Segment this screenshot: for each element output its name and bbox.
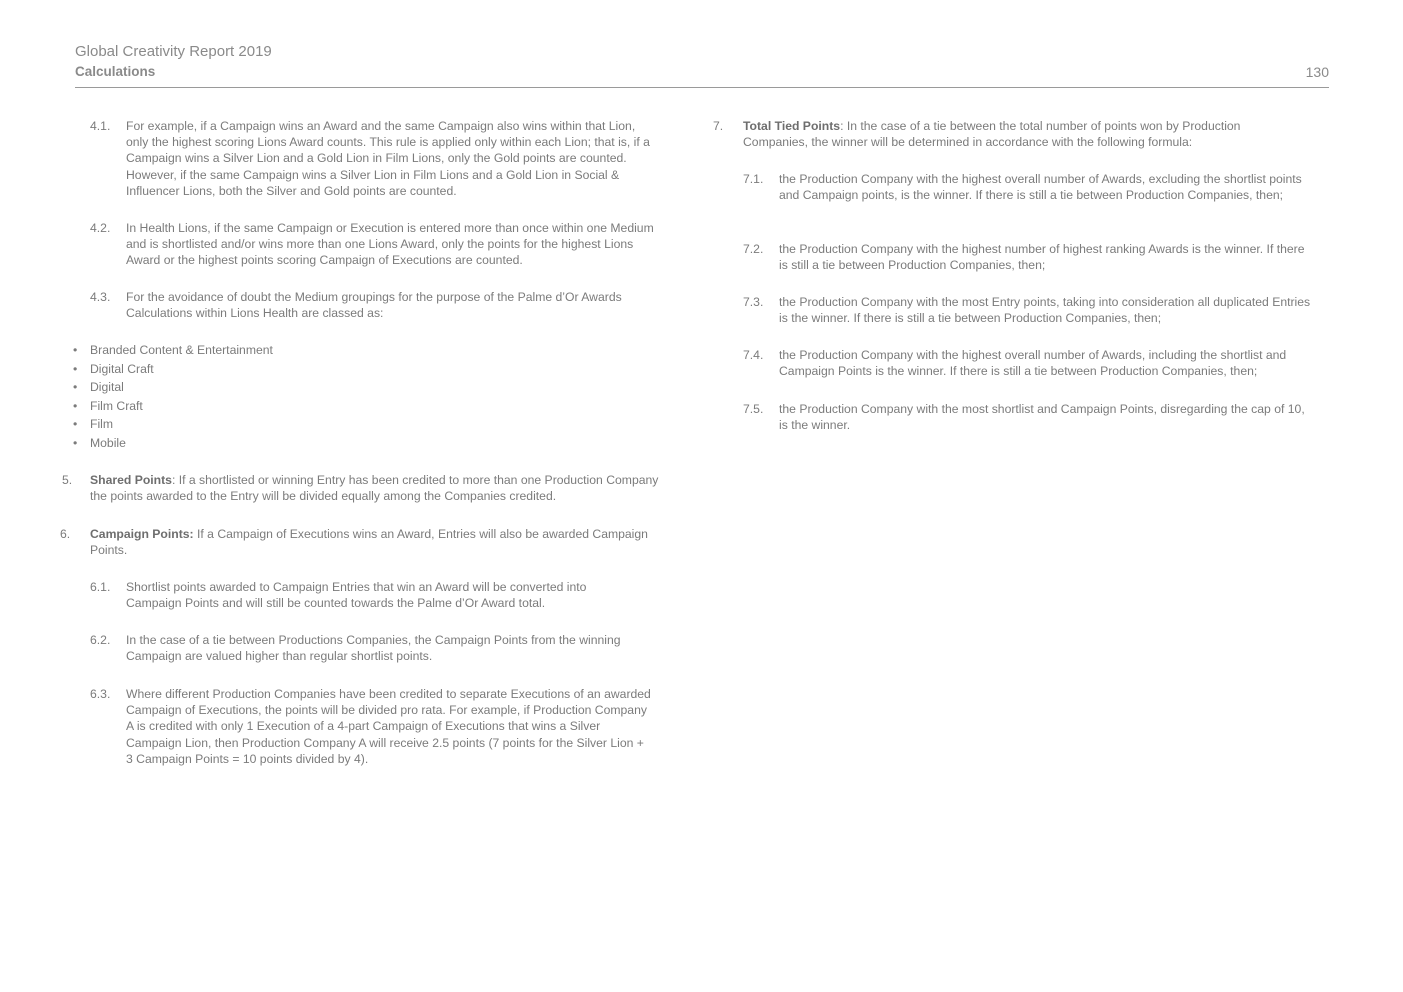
- clause-text: For the avoidance of doubt the Medium groupings for the purpose of the Palme d’Or Awards Calculations within Lions Health are classed as:: [126, 290, 622, 321]
- bullet-icon: •: [73, 417, 78, 431]
- clause-number: 6.2.: [90, 633, 111, 647]
- clause-number: 6.: [60, 527, 71, 541]
- clause-heading: Campaign Points:: [90, 527, 194, 541]
- document-title: Global Creativity Report 2019: [75, 43, 272, 60]
- clause-text: In the case of a tie between Productions Companies, the Campaign Points from the winning Campaign are valued higher than regular shortlist points.: [126, 633, 621, 664]
- clause-text: the Production Company with the highest overall number of Awards, including the shortlist and Campaign Points is the winner. If there is still a tie between Production Companies, then;: [779, 348, 1287, 379]
- bullet-icon: •: [73, 435, 78, 450]
- section-title: Calculations: [75, 64, 156, 79]
- medium-groupings-list: [0, 341, 690, 452]
- list-item: • Film Craft: [0, 397, 690, 416]
- page-header: [75, 42, 1329, 82]
- clause-heading: Shared Points: [90, 473, 172, 487]
- list-item: • Digital: [0, 378, 690, 397]
- clause-number: 7.3.: [743, 295, 764, 309]
- clause-number: 4.1.: [90, 119, 111, 133]
- bullet-icon: •: [73, 343, 78, 357]
- clause-number: 7.1.: [743, 172, 764, 186]
- clause-number: 7.5.: [743, 402, 764, 416]
- clause-text: the Production Company with the highest overall number of Awards, excluding the shortlist points and Campaign points, is the winner. If there is still a tie between Production Companies, then;: [779, 172, 1302, 203]
- header-divider: [75, 87, 1329, 88]
- clause-text: the Production Company with the most shortlist and Campaign Points, disregarding the cap of 10, is the winner.: [779, 402, 1305, 433]
- clause-text: Campaign Points: If a Campaign of Executions wins an Award, Entries will also be awarded Campaign Points.: [90, 527, 648, 558]
- clause-text: Shared Points: If a shortlisted or winning Entry has been credited to more than one Production Company the points awarded to the Entry will be divided equally among the Companies credited.: [90, 473, 659, 504]
- clause-text: the Production Company with the most Entry points, taking into consideration all duplicated Entries is the winner. If there is still a tie between Production Companies, then;: [779, 295, 1311, 326]
- clause-number: 5.: [62, 473, 73, 487]
- clause-number: 7.4.: [743, 348, 764, 362]
- clause-number: 4.3.: [90, 290, 111, 304]
- clause-text: Shortlist points awarded to Campaign Entries that win an Award will be converted into Campaign Points and will still be counted towards the Palme d’Or Award total.: [126, 580, 587, 611]
- list-item: • Film: [0, 415, 690, 434]
- clause-text: For example, if a Campaign wins an Award and the same Campaign also wins within that Lion, only the highest scoring Lions Award counts. This rule is applied only within each Lion; that is, if a Campaign wins a Silver Lion and a Gold Lion in Film Lions, only the Gold points are counted. However, if the same Campaign wins a Silver Lion in Film Lions and a Gold Lion in Social & Influencer Lions, both the Silver and Gold points are counted.: [126, 119, 650, 198]
- clause-number: 6.1.: [90, 580, 111, 594]
- page-number: 130: [1305, 64, 1329, 80]
- clause-text: In Health Lions, if the same Campaign or Execution is entered more than once within one Medium and is shortlisted and/or wins more than one Lions Award, only the points for the highest Lions Award or the highest points scoring Campaign of Executions are counted.: [126, 221, 654, 268]
- clause-text: Where different Production Companies have been credited to separate Executions of an awarded Campaign of Executions, the points will be divided pro rata. For example, if Production Company A is credited with only 1 Execution of a 4-part Campaign of Executions that wins a Silver Campaign Lion, then Production Company A will receive 2.5 points (7 points for the Silver Lion + 3 Campaign Points = 10 points divided by 4).: [126, 687, 651, 766]
- bullet-icon: •: [73, 380, 78, 394]
- clause-heading: Total Tied Points: [743, 119, 841, 133]
- clause-number: 7.2.: [743, 242, 764, 256]
- clause-text: the Production Company with the highest number of highest ranking Awards is the winner. If there is still a tie between Production Companies, then;: [779, 242, 1305, 273]
- clause-text: Total Tied Points: In the case of a tie between the total number of points won by Production Companies, the winner will be determined in accordance with the following formula:: [743, 119, 1241, 150]
- list-item: • Mobile: [0, 434, 690, 453]
- list-item: • Digital Craft: [0, 360, 690, 379]
- list-item: • Branded Content & Entertainment: [0, 341, 690, 360]
- bullet-icon: •: [73, 398, 78, 413]
- bullet-icon: •: [73, 361, 78, 376]
- clause-number: 7.: [713, 119, 724, 133]
- clause-number: 4.2.: [90, 221, 111, 235]
- clause-number: 6.3.: [90, 687, 111, 701]
